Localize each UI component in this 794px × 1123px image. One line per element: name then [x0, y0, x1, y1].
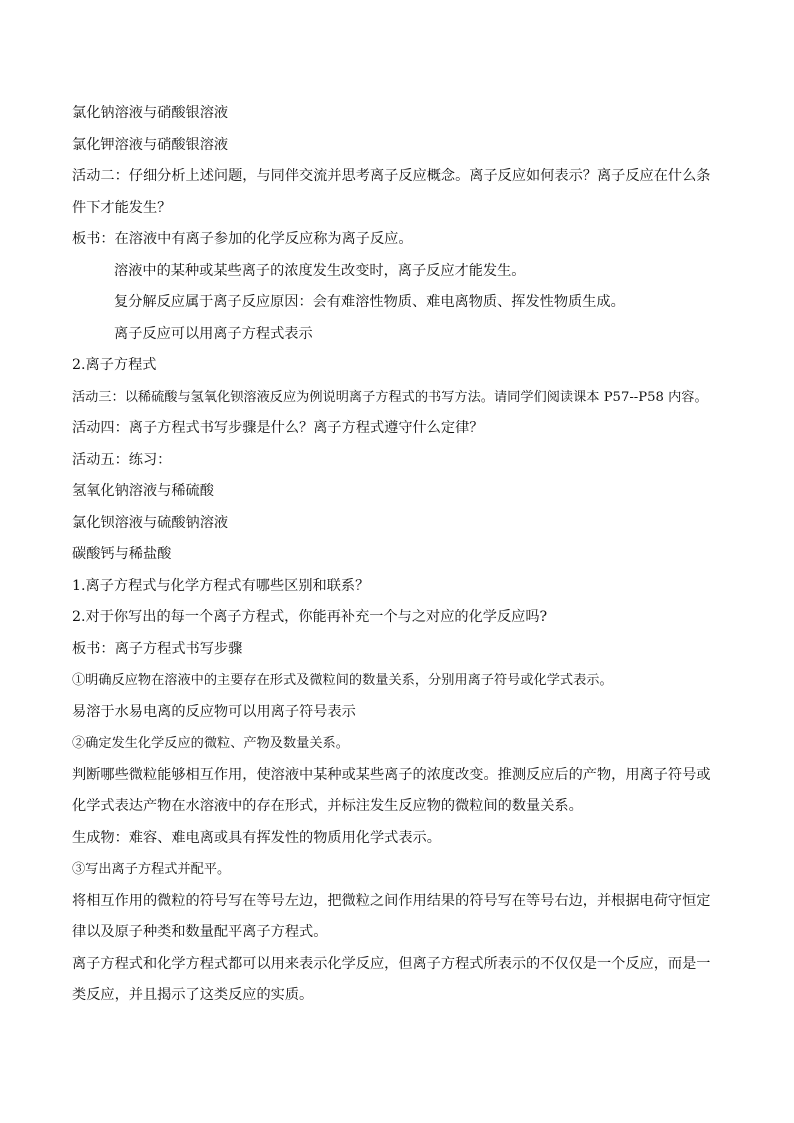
step-three: ③写出离子方程式并配平。	[72, 862, 231, 877]
text-line: 易溶于水易电离的反应物可以用离子符号表示	[72, 703, 356, 720]
board-note-steps: 板书：离子方程式书写步骤	[72, 640, 243, 657]
text-line: 氯化钠溶液与硝酸银溶液	[72, 105, 229, 121]
text-line-indented: 离子反应可以用离子方程式表示	[114, 325, 313, 342]
exercise-item: 氯化钡溶液与硫酸钠溶液	[72, 514, 229, 531]
section-heading: 2.离子方程式	[72, 357, 157, 373]
exercise-item: 氢氧化钠溶液与稀硫酸	[72, 483, 214, 499]
step-three-detail: 将相互作用的微粒的符号写在等号左边，把微粒之间作用结果的符号写在等号右边，并根据电荷守恒定律以及原子种类和数量配平离子方程式。	[72, 892, 711, 940]
activity-three-paragraph: 活动三：以稀硫酸与氢氧化钡溶液反应为例说明离子方程式的书写方法。请同学们阅读课本 P57--P58 内容。	[72, 389, 708, 405]
activity-two-paragraph: 活动二：仔细分析上述问题，与同伴交流并思考离子反应概念。离子反应如何表示？离子反应在什么条件下才能发生？	[72, 168, 711, 216]
activity-four-paragraph: 活动四：离子方程式书写步骤是什么？离子方程式遵守什么定律？	[72, 420, 484, 436]
board-note-ionic-reaction: 板书：在溶液中有离子参加的化学反应称为离子反应。	[72, 231, 413, 247]
text-line-indented: 复分解反应属于离子反应原因：会有难溶性物质、难电离物质、挥发性物质生成。	[114, 294, 625, 310]
summary-paragraph: 离子方程式和化学方程式都可以用来表示化学反应，但离子方程式所表示的不仅仅是一个反应，而是一类反应，并且揭示了这类反应的实质。	[72, 955, 711, 1003]
text-line: 生成物：难容、难电离或具有挥发性的物质用化学式表示。	[72, 829, 441, 846]
exercise-item: 碳酸钙与稀盐酸	[72, 546, 172, 562]
question-item: 1.离子方程式与化学方程式有哪些区别和联系？	[72, 577, 370, 594]
step-one: ①明确反应物在溶液中的主要存在形式及微粒间的数量关系，分别用离子符号或化学式表示。	[72, 673, 613, 688]
activity-five-heading: 活动五：练习：	[72, 451, 172, 468]
question-item: 2.对于你写出的每一个离子方程式，你能再补充一个与之对应的化学反应吗?	[72, 609, 548, 625]
text-line-indented: 溶液中的某种或某些离子的浓度发生改变时，离子反应才能发生。	[114, 262, 526, 279]
step-two-detail: 判断哪些微粒能够相互作用，使溶液中某种或某些离子的浓度改变。推测反应后的产物，用离子符号或化学式表达产物在水溶液中的存在形式，并标注发生反应物的微粒间的数量关系。	[72, 766, 711, 814]
document-body	[72, 98, 722, 1012]
step-two: ②确定发生化学反应的微粒、产物及数量关系。	[72, 736, 349, 751]
text-line: 氯化钾溶液与硝酸银溶液	[72, 136, 229, 153]
